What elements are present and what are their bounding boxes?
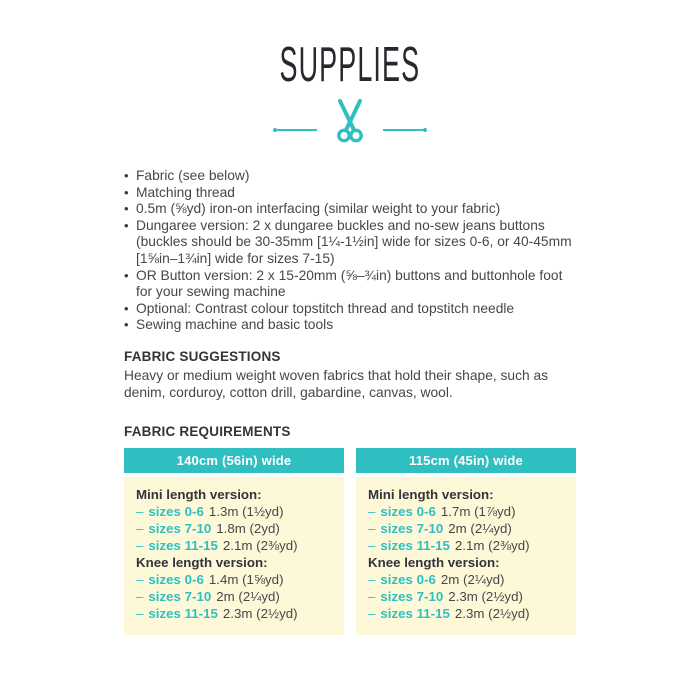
bullet-icon: • bbox=[124, 317, 129, 333]
list-item bbox=[124, 317, 572, 334]
supplies-list bbox=[124, 168, 572, 334]
size-row bbox=[368, 605, 576, 622]
list-item-text: Optional: Contrast colour topstitch thread and topstitch needle bbox=[136, 300, 515, 316]
row-dash: – bbox=[136, 571, 144, 587]
table-header: 115cm (45in) wide bbox=[356, 448, 576, 473]
row-dash: – bbox=[368, 605, 376, 621]
row-sizes: sizes 0-6 bbox=[380, 571, 436, 587]
row-dash: – bbox=[136, 605, 144, 621]
row-sizes: sizes 0-6 bbox=[148, 571, 204, 587]
row-dash: – bbox=[136, 588, 144, 604]
page-title: SUPPLIES bbox=[279, 38, 421, 92]
size-row bbox=[136, 520, 344, 537]
section-label: Knee length version: bbox=[136, 554, 268, 570]
divider-line-right bbox=[383, 129, 423, 131]
row-sizes: sizes 11-15 bbox=[148, 537, 218, 553]
row-amount: 2.1m (2⅜yd) bbox=[222, 537, 298, 553]
size-row bbox=[136, 571, 344, 588]
fabric-table-115cm bbox=[356, 448, 576, 635]
row-sizes: sizes 7-10 bbox=[148, 520, 212, 536]
row-amount: 1.8m (2yd) bbox=[216, 520, 280, 536]
list-item-text: Sewing machine and basic tools bbox=[136, 317, 334, 333]
row-sizes: sizes 7-10 bbox=[148, 588, 212, 604]
row-amount: 2m (2¼yd) bbox=[216, 588, 280, 604]
bullet-icon: • bbox=[124, 267, 129, 283]
fabric-table-140cm bbox=[124, 448, 344, 635]
row-sizes: sizes 11-15 bbox=[380, 605, 450, 621]
row-dash: – bbox=[368, 537, 376, 553]
row-dash: – bbox=[136, 520, 144, 536]
row-dash: – bbox=[368, 503, 376, 519]
section-label: Knee length version: bbox=[368, 554, 500, 570]
row-sizes: sizes 7-10 bbox=[380, 520, 444, 536]
page-header bbox=[0, 0, 700, 92]
row-sizes: sizes 7-10 bbox=[380, 588, 444, 604]
row-sizes: sizes 11-15 bbox=[380, 537, 450, 553]
table-body bbox=[356, 477, 576, 635]
list-item-text: Matching thread bbox=[136, 184, 235, 200]
size-row bbox=[368, 537, 576, 554]
fabric-suggestions-heading: FABRIC SUGGESTIONS bbox=[124, 348, 281, 364]
size-row bbox=[368, 520, 576, 537]
list-item-text: 0.5m (⅝yd) iron-on interfacing (similar weight to your fabric) bbox=[136, 201, 501, 217]
table-body bbox=[124, 477, 344, 635]
scissors-divider bbox=[0, 100, 700, 146]
fabric-requirements-tables bbox=[124, 448, 576, 635]
row-amount: 2.3m (2½yd) bbox=[454, 605, 530, 621]
section-label: Mini length version: bbox=[368, 486, 494, 502]
row-amount: 2.1m (2⅜yd) bbox=[454, 537, 530, 553]
divider-dot-right bbox=[423, 128, 427, 132]
row-dash: – bbox=[136, 503, 144, 519]
list-item-text: Fabric (see below) bbox=[136, 168, 250, 183]
size-row bbox=[368, 503, 576, 520]
bullet-icon: • bbox=[124, 300, 129, 316]
bullet-icon: • bbox=[124, 201, 129, 217]
list-item bbox=[124, 201, 572, 218]
bullet-icon: • bbox=[124, 217, 129, 233]
row-amount: 1.4m (1⅝yd) bbox=[208, 571, 284, 587]
divider-line-left bbox=[277, 129, 317, 131]
list-item-text: Dungaree version: 2 x dungaree buckles and no-sew jeans buttons (buckles should be 30-35mm [1¼-1½in] wide for sizes 0-6, or 40-45mm [1⅝in–1¾in] wide for sizes 7-15) bbox=[136, 217, 572, 266]
size-row bbox=[136, 605, 344, 622]
row-amount: 2m (2¼yd) bbox=[448, 520, 512, 536]
row-dash: – bbox=[368, 588, 376, 604]
list-item-text: OR Button version: 2 x 15-20mm (⅝–¾in) buttons and buttonhole foot for your sewing machine bbox=[136, 267, 563, 300]
list-item bbox=[124, 168, 572, 185]
row-amount: 2m (2¼yd) bbox=[440, 571, 505, 587]
row-dash: – bbox=[368, 520, 376, 536]
row-dash: – bbox=[368, 571, 376, 587]
row-sizes: sizes 11-15 bbox=[148, 605, 218, 621]
row-sizes: sizes 0-6 bbox=[148, 503, 204, 519]
table-header: 140cm (56in) wide bbox=[124, 448, 344, 473]
size-row bbox=[136, 588, 344, 605]
row-amount: 2.3m (2½yd) bbox=[448, 588, 523, 604]
fabric-requirements-heading: FABRIC REQUIREMENTS bbox=[124, 423, 291, 439]
size-row bbox=[136, 537, 344, 554]
size-row bbox=[136, 503, 344, 520]
row-dash: – bbox=[136, 537, 144, 553]
list-item bbox=[124, 218, 572, 268]
list-item bbox=[124, 185, 572, 202]
bullet-icon: • bbox=[124, 184, 129, 200]
scissors-icon bbox=[327, 99, 373, 148]
row-sizes: sizes 0-6 bbox=[380, 503, 436, 519]
size-row bbox=[368, 571, 576, 588]
bullet-icon: • bbox=[124, 168, 129, 183]
row-amount: 1.3m (1½yd) bbox=[208, 503, 284, 519]
section-label: Mini length version: bbox=[136, 486, 262, 502]
list-item bbox=[124, 268, 572, 301]
size-row bbox=[368, 588, 576, 605]
list-item bbox=[124, 301, 572, 318]
fabric-suggestions-text: Heavy or medium weight woven fabrics that hold their shape, such as denim, corduroy, cotton drill, gabardine, canvas, wool. bbox=[124, 367, 549, 401]
row-amount: 1.7m (1⅞yd) bbox=[440, 503, 516, 519]
supplies-content bbox=[124, 168, 572, 439]
row-amount: 2.3m (2½yd) bbox=[222, 605, 298, 621]
